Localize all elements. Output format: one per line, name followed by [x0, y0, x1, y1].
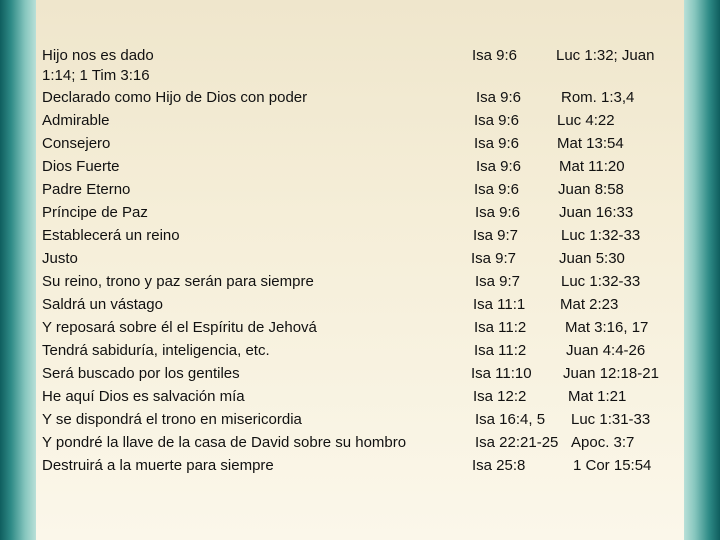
row-title: Su reino, trono y paz serán para siempre [42, 273, 314, 290]
row-title: Destruirá a la muerte para siempre [42, 457, 274, 474]
row-nt-ref: Apoc. 3:7 [571, 434, 635, 451]
row-isa-ref: Isa 9:6 [475, 204, 521, 221]
row-isa-ref: Isa 9:6 [476, 158, 522, 175]
row-isa-ref: Isa 11:2 [474, 319, 527, 336]
row-nt-ref: Luc 1:32; Juan [556, 47, 655, 64]
row-isa-ref: Isa 22:21-25 [475, 434, 559, 451]
row-title: Tendrá sabiduría, inteligencia, etc. [42, 342, 270, 359]
row-title: 1:14; 1 Tim 3:16 [42, 67, 150, 84]
row-nt-ref: Juan 16:33 [559, 204, 634, 221]
row-title: Declarado como Hijo de Dios con poder [42, 89, 308, 106]
row-nt-ref: Luc 1:31-33 [571, 411, 651, 428]
row-nt-ref: Mat 3:16, 17 [565, 319, 649, 336]
row-title: Hijo nos es dado [42, 47, 154, 64]
row-nt-ref: Juan 5:30 [559, 250, 625, 267]
row-isa-ref: Isa 9:6 [472, 47, 518, 64]
row-title: Consejero [42, 135, 111, 152]
row-isa-ref: Isa 11:2 [474, 342, 527, 359]
row-nt-ref: Luc 4:22 [557, 112, 615, 129]
row-isa-ref: Isa 25:8 [472, 457, 526, 474]
row-nt-ref: Rom. 1:3,4 [561, 89, 635, 106]
row-isa-ref: Isa 9:6 [474, 181, 520, 198]
row-isa-ref: Isa 9:7 [471, 250, 517, 267]
row-title: Justo [42, 250, 78, 267]
row-isa-ref: Isa 9:6 [474, 135, 520, 152]
row-nt-ref: 1 Cor 15:54 [573, 457, 652, 474]
row-title: Admirable [42, 112, 110, 129]
row-isa-ref: Isa 12:2 [473, 388, 527, 405]
row-title: Será buscado por los gentiles [42, 365, 240, 382]
row-title: He aquí Dios es salvación mía [42, 388, 245, 405]
row-nt-ref: Mat 1:21 [568, 388, 627, 405]
row-title: Y reposará sobre él el Espíritu de Jehová [42, 319, 317, 336]
row-isa-ref: Isa 9:7 [475, 273, 521, 290]
row-title: Dios Fuerte [42, 158, 120, 175]
right-gradient-border [684, 0, 720, 540]
row-isa-ref: Isa 9:7 [473, 227, 519, 244]
row-nt-ref: Juan 4:4-26 [566, 342, 646, 359]
row-title: Príncipe de Paz [42, 204, 148, 221]
row-title: Establecerá un reino [42, 227, 180, 244]
row-title: Y se dispondrá el trono en misericordia [42, 411, 302, 428]
row-nt-ref: Juan 8:58 [558, 181, 624, 198]
slide-panel [36, 0, 684, 540]
row-title: Padre Eterno [42, 181, 131, 198]
left-gradient-border [0, 0, 36, 540]
row-isa-ref: Isa 11:1 [473, 296, 526, 313]
row-nt-ref: Juan 12:18-21 [563, 365, 659, 382]
row-nt-ref: Luc 1:32-33 [561, 227, 641, 244]
row-nt-ref: Mat 2:23 [560, 296, 619, 313]
row-title: Y pondré la llave de la casa de David sobre su hombro [42, 434, 407, 451]
row-isa-ref: Isa 9:6 [474, 112, 520, 129]
row-isa-ref: Isa 9:6 [476, 89, 522, 106]
row-isa-ref: Isa 11:10 [471, 365, 532, 382]
row-title: Saldrá un vástago [42, 296, 163, 313]
row-nt-ref: Mat 11:20 [559, 158, 625, 175]
row-nt-ref: Mat 13:54 [557, 135, 624, 152]
row-isa-ref: Isa 16:4, 5 [475, 411, 546, 428]
row-nt-ref: Luc 1:32-33 [561, 273, 641, 290]
